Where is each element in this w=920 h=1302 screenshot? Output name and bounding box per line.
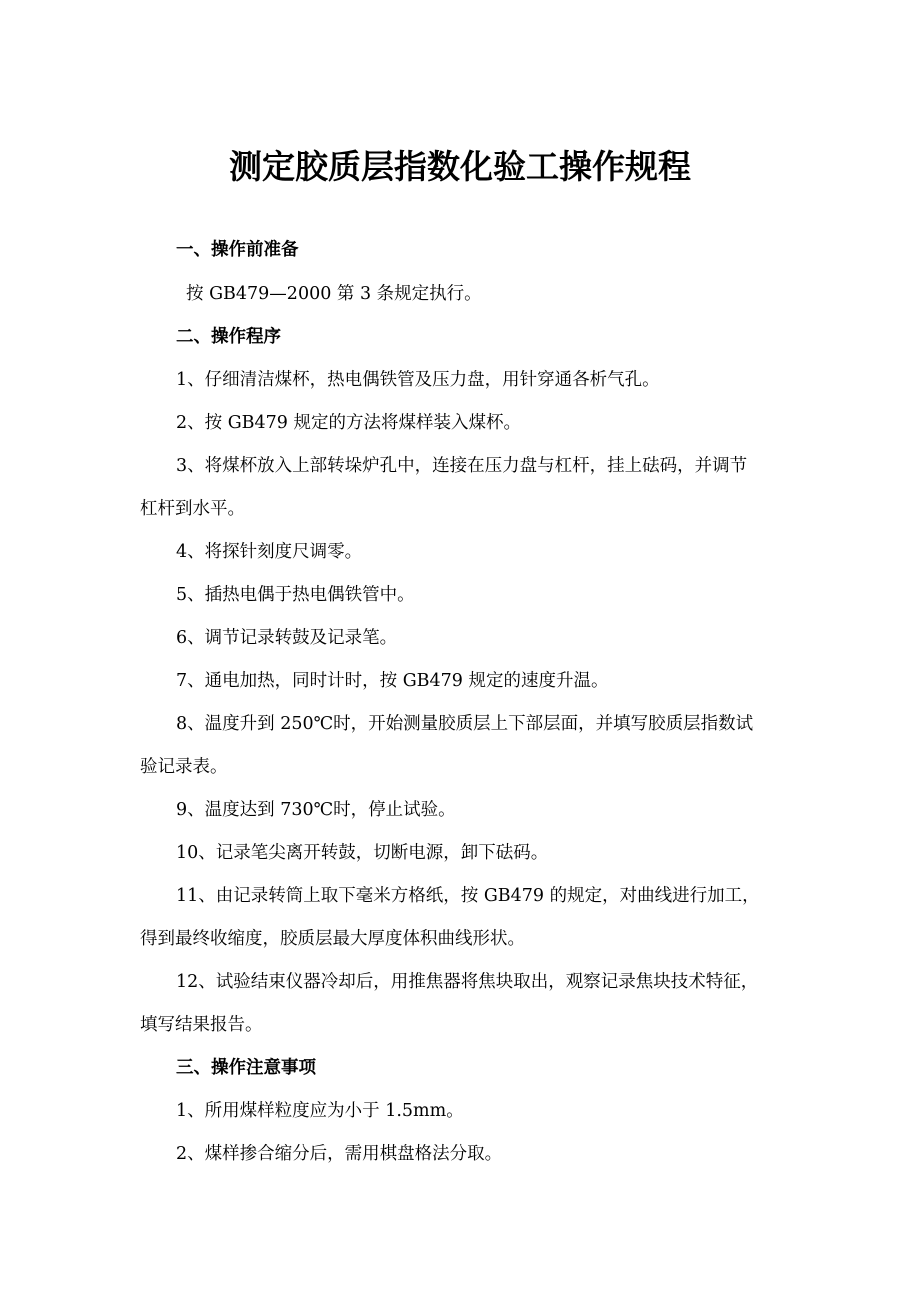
procedure-step-continuation: 验记录表。 xyxy=(140,757,228,777)
procedure-step-continuation: 填写结果报告。 xyxy=(140,1015,263,1035)
precaution-item: 1、所用煤样粒度应为小于 1.5mm。 xyxy=(176,1101,464,1121)
section-heading-precautions: 三、操作注意事项 xyxy=(176,1058,316,1078)
procedure-step: 5、插热电偶于热电偶铁管中。 xyxy=(176,585,415,605)
document-title: 测定胶质层指数化验工操作规程 xyxy=(229,147,691,186)
procedure-step: 7、通电加热，同时计时，按 GB479 规定的速度升温。 xyxy=(176,671,609,691)
procedure-step: 11、由记录转筒上取下毫米方格纸，按 GB479 的规定，对曲线进行加工， xyxy=(176,886,760,906)
procedure-step: 10、记录笔尖离开转鼓，切断电源，卸下砝码。 xyxy=(176,843,549,863)
procedure-step: 4、将探针刻度尺调零。 xyxy=(176,542,363,562)
procedure-step: 9、温度达到 730℃时，停止试验。 xyxy=(176,800,456,820)
precaution-item: 2、煤样掺合缩分后，需用棋盘格法分取。 xyxy=(176,1144,503,1164)
section-heading-preparation: 一、操作前准备 xyxy=(176,240,299,260)
procedure-step: 8、温度升到 250℃时，开始测量胶质层上下部层面，并填写胶质层指数试 xyxy=(176,714,754,734)
procedure-step: 1、仔细清洁煤杯，热电偶铁管及压力盘，用针穿通各析气孔。 xyxy=(176,370,660,390)
procedure-step: 6、调节记录转鼓及记录笔。 xyxy=(176,628,398,648)
procedure-step: 12、试验结束仪器冷却后，用推焦器将焦块取出，观察记录焦块技术特征， xyxy=(176,972,759,992)
procedure-step: 2、按 GB479 规定的方法将煤样装入煤杯。 xyxy=(176,413,522,433)
procedure-step: 3、将煤杯放入上部转垛炉孔中，连接在压力盘与杠杆，挂上砝码，并调节 xyxy=(176,456,748,476)
procedure-step-continuation: 杠杆到水平。 xyxy=(140,499,245,519)
procedure-step-continuation: 得到最终收缩度，胶质层最大厚度体积曲线形状。 xyxy=(140,929,525,949)
preparation-text: 按 GB479—2000 第 3 条规定执行。 xyxy=(186,284,482,304)
section-heading-procedure: 二、操作程序 xyxy=(176,327,281,347)
